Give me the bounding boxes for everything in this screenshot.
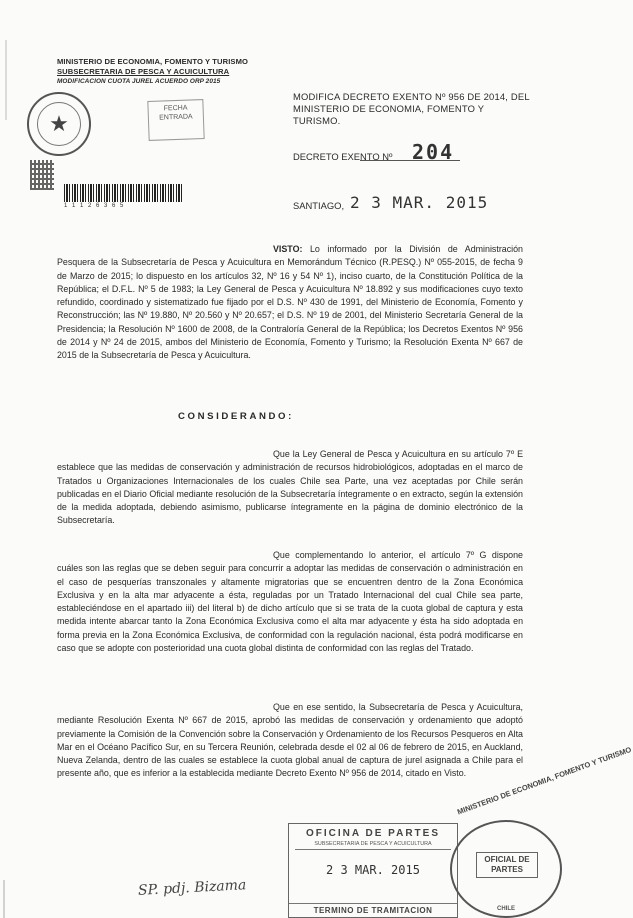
barcode (64, 184, 184, 202)
document-reference: MODIFICACION CUOTA JUREL ACUERDO ORP 2015 (57, 78, 221, 85)
decree-label: DECRETO EXENTO Nº (293, 151, 393, 162)
ministry-header (57, 57, 248, 87)
date-stamp: 2 3 MAR. 2015 (350, 193, 489, 212)
visto-heading: VISTO: (273, 244, 303, 254)
decree-subject: MODIFICA DECRETO EXENTO Nº 956 DE 2014, DEL MINISTERIO DE ECONOMIA, FOMENTO Y TURISMO. (293, 91, 530, 126)
ministry-name: MINISTERIO DE ECONOMIA, FOMENTO Y TURISMO (57, 57, 249, 66)
considerando-paragraph-3: Que en ese sentido, la Subsecretaría de Pesca y Acuicultura, mediante Resolución Exenta Nº 667 de 2015, aprobó las medidas de conservación y ordenamiento que adoptó previamente la Comisión de la Convención sobre la Conservación y Ordenamiento de los Recursos Pesqueros en Alta Mar en el Océano Pacífico Sur, en su Tercera Reunión, celebrada desde el 02 al 06 de febrero de 2015, en Auckland, Nueva Zelanda, dentro de las cuales se establece la cuota global anual de captura de jurel asignada a Chile para el presente año, que es inferior a la establecida mediante Decreto Exento Nº 956 de 2014, citado en Visto. (57, 702, 523, 779)
considerando-paragraph-2: Que complementando lo anterior, el artículo 7º G dispone cuáles son las reglas que se deben seguir para concurrir a adoptar las medidas de conservación o administración en el caso de pesquerías transzonales y altamente migratorias que se encuentren dentro de la Zona Económica Exclusiva y en la alta mar adyacente a ésta, reguladas por un Tratado Internacional del cual Chile sea parte, estableciéndose en el apartado iii) del literal b) de dicho artículo que si se trata de la cuota global de captura y esta medida intente abarcar tanto la Zona Económica Exclusiva como el alta mar adyacente y ésta ha sido adoptada en forma previa en la Zona Económica Exclusiva, de conformidad con la regulación nacional, ésta podrá modificarse en caso que se adopte con posterioridad una cuota global distinta de conformidad con las reglas del Tratado. (57, 550, 523, 654)
date-label: SANTIAGO, (293, 200, 345, 211)
decree-number: 204 (412, 140, 455, 164)
received-stamp (147, 99, 204, 141)
stamp-footer: TERMINO DE TRAMITACION (289, 903, 457, 915)
subsecretaria-seal (27, 92, 91, 156)
received-stamp-line2: ENTRADA (159, 113, 193, 122)
seal-center-text: OFICIAL DE PARTES (476, 852, 538, 878)
considerando-paragraph-1: Que la Ley General de Pesca y Acuicultura en su artículo 7º E establece que las medidas de conservación y administración de recursos hidrobiológicos, adoptadas en el marco de Tratados u Organizaciones Internacionales de los cuales Chile sea Parte, una vez aceptadas por Chile serán publicadas en el Diario Oficial mediante resolución de la Subsecretaría íntegramente o en extracto, según la extensión de la medida adoptada, debiendo asimismo, publicarse íntegramente en la página de dominio electrónico de la Subsecretaría. (57, 449, 523, 526)
visto-paragraph (57, 243, 523, 363)
seal-bottom-text: CHILE (497, 906, 515, 912)
oficina-de-partes-stamp (288, 823, 458, 918)
handwritten-signature: SP. pdj. Bizama (137, 877, 247, 899)
stamp-date: 2 3 MAR. 2015 (326, 863, 420, 877)
qr-code-icon (30, 160, 54, 190)
considerando-heading: CONSIDERANDO: (178, 411, 294, 422)
seal-arc-text: MINISTERIO DE ECONOMIA, FOMENTO Y TURISMO (456, 744, 633, 817)
visto-text: Lo informado por la División de Administración Pesquera de la Subsecretaría de Pesca y Acuicultura en Memorándum Técnico (R.PESQ.) Nº 055-2015, de fecha 9 de Marzo de 2015; lo dispuesto en los artículos 32, Nº 16 y 54 Nº 1), inciso cuarto, de la Constitución Política de la República; el D.F.L. Nº 5 de 1983; la Ley General de Pesca y Acuicultura Nº 18.892 y sus modificaciones cuyo texto refundido, coordinado y sistematizado fue fijado por el D.S. Nº 430 de 1991, del Ministerio de Economía, Fomento y Reconstrucción; las Nº 19.880, Nº 20.560 y Nº 20.657; el D.S. Nº 19 de 2001, del Ministerio Secretaría General de la Presidencia; la Resolución Nº 1600 de 2008, de la Contraloría General de la República; los Decretos Exentos Nº 956 de 2014 y Nº 24 de 2015, ambos del Ministerio de Economía, Fomento y Turismo; la Resolución Exenta Nº 667 de 2015 de la Subsecretaría de Pesca y Acuicultura. (57, 244, 523, 361)
received-stamp-line1: FECHA (163, 104, 188, 113)
stamp-subtitle: SUBSECRETARIA DE PESCA Y ACUICULTURA (295, 841, 451, 850)
stamp-title: OFICINA DE PARTES (305, 828, 440, 839)
subsecretaria-name: SUBSECRETARIA DE PESCA Y ACUICULTURA (57, 67, 230, 76)
barcode-number: 1 1 1 2 6 3 6 5 (64, 203, 125, 209)
shield-icon: ★ (49, 111, 69, 136)
scan-edge-marks (0, 0, 20, 918)
oficial-de-partes-seal (450, 744, 633, 918)
